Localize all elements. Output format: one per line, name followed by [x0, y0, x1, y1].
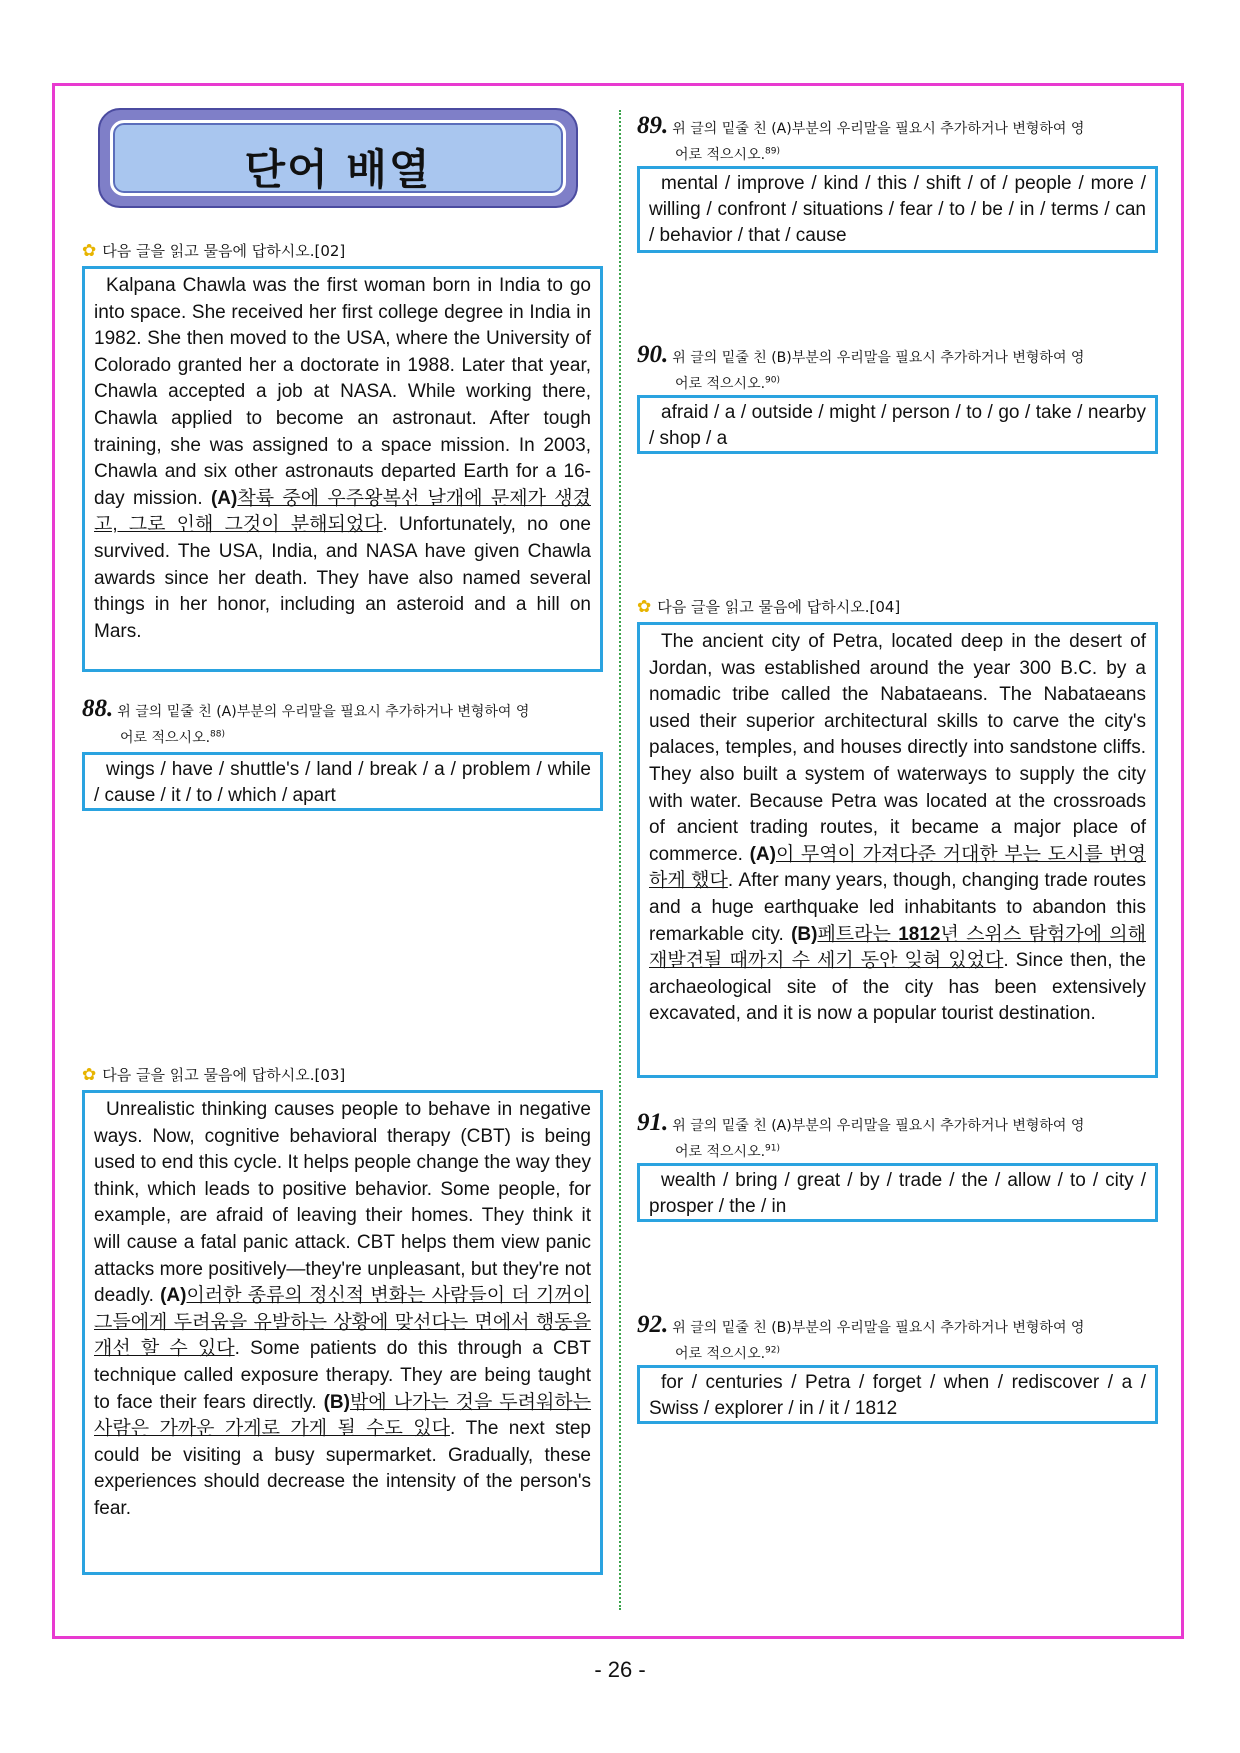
mark-b: (B): [323, 1391, 350, 1413]
word-list: afraid / a / outside / might / person / to / go / take / nearby / shop / a: [649, 402, 1146, 449]
word-box-88: [82, 752, 603, 811]
word-list: for / centuries / Petra / forget / when / rediscover / a / Swiss / explorer / in / it / 1812: [649, 1372, 1146, 1419]
footnote-ref: 90): [765, 375, 781, 385]
flower-icon: ✿: [637, 597, 652, 617]
question-text: 위 글의 밑줄 친 (B)부분의 우리말을 필요시 추가하거나 변형하여 영: [672, 1320, 1085, 1336]
mark-b: (B): [791, 923, 818, 945]
passage-03: [82, 1090, 603, 1575]
question-text: 어로 적으시오.: [675, 1143, 766, 1160]
word-list: wealth / bring / great / by / trade / the / allow / to / city / prosper / the / in: [649, 1170, 1146, 1217]
question-text: 위 글의 밑줄 친 (A)부분의 우리말을 필요시 추가하거나 변형하여 영: [672, 1118, 1085, 1134]
footnote-ref: 91): [765, 1143, 781, 1153]
passage-text: . Some patients do this through a CBT technique called exposure therapy. They are being taught to face their fears directly.: [94, 1338, 591, 1413]
passage-text: . The next step could be visiting a busy supermarket. Gradually, these experiences should decrease the intensity of the person's fear.: [94, 1418, 591, 1519]
instruction-text: 다음 글을 읽고 물음에 답하시오.[02]: [102, 242, 346, 260]
question-text: 위 글의 밑줄 친 (A)부분의 우리말을 필요시 추가하거나 변형하여 영: [117, 704, 530, 720]
underlined-b: 밖에 나가는 것을 두려워하는 사람은 가까운 가게로 가게 될 수도 있다: [94, 1391, 592, 1440]
question-number: 89.: [637, 112, 669, 139]
word-list: wings / have / shuttle's / land / break / a / problem / while / cause / it / to / which / apart: [94, 759, 591, 806]
question-90: [637, 341, 1162, 395]
section-title-banner: [98, 108, 578, 208]
question-number: 90.: [637, 341, 669, 368]
passage-text: . After many years, though, changing trade routes and a huge earthquake led inhabitants to abandon this remarkable city.: [649, 870, 1146, 945]
section-title-inner: [110, 120, 566, 196]
mark-a: (A): [749, 843, 776, 865]
flower-icon: ✿: [82, 241, 97, 261]
instruction-02: [82, 240, 345, 261]
question-text: 위 글의 밑줄 친 (B)부분의 우리말을 필요시 추가하거나 변형하여 영: [672, 350, 1085, 366]
instruction-text: 다음 글을 읽고 물음에 답하시오.[03]: [102, 1066, 346, 1084]
question-number: 92.: [637, 1311, 669, 1338]
word-box-91: [637, 1163, 1158, 1222]
instruction-04: [637, 596, 900, 617]
question-number: 88.: [82, 695, 114, 722]
passage-02: [82, 266, 603, 672]
mark-a: (A): [160, 1285, 187, 1307]
mark-a: (A): [210, 487, 238, 509]
passage-text: Kalpana Chawla was the first woman born in India to go into space. She received her first college degree in India in 1982. She then moved to the USA, where the University of Colorado granted her a doctorate in 1988. Later that year, Chawla accepted a job at NASA. While working there, Chawla applied to become an astronaut. After tough training, she was assigned to a space mission. In 2003, Chawla and six other astronauts departed Earth for a 16-day mission.: [94, 275, 591, 509]
word-box-89: [637, 166, 1158, 253]
underlined-a: 착륙 중에 우주왕복선 날개에 문제가 생겼고, 그로 인해 그것이 분해되었다: [94, 487, 591, 536]
passage-text: The ancient city of Petra, located deep in the desert of Jordan, was established around the year 300 B.C. by a nomadic tribe called the Nabataeans. The Nabataeans used their superior architectural skills to carve the city's palaces, temples, and houses directly into sandstone cliffs. They also built a system of waterways to supply the city with water. Because Petra was located at the crossroads of ancient trading routes, it became a major place of commerce.: [649, 631, 1146, 865]
underlined-b-year: 1812: [898, 923, 941, 945]
underlined-b: 페트라는: [817, 923, 899, 945]
question-number: 91.: [637, 1109, 669, 1136]
underlined-b: 년 스위스 탐험가에 의해 재발견될 때까지 수 세기 동안 잊혀 있었다: [649, 923, 1146, 972]
underlined-a: 이러한 종류의 정신적 변화는 사람들이 더 기꺼이 그들에게 두려움을 유발하는 상황에 맞선다는 면에서 행동을 개선 할 수 있다: [94, 1285, 591, 1360]
word-box-92: [637, 1365, 1158, 1424]
section-title: 단어 배열: [244, 145, 432, 194]
passage-04: [637, 622, 1158, 1078]
question-text: 어로 적으시오.: [675, 146, 766, 163]
question-92: [637, 1311, 1162, 1365]
question-text: 어로 적으시오.: [675, 375, 766, 392]
underlined-a: 이 무역이 가져다준 거대한 부는 도시를 번영하게 했다: [649, 843, 1146, 892]
passage-text: Unrealistic thinking causes people to behave in negative ways. Now, cognitive behavioral therapy (CBT) is being used to end this cycle. It helps people change the way they think, which leads to positive behavior. Some people, for example, are afraid of leaving their homes. They think it will cause a fatal panic attack. CBT helps them view panic attacks more positively—they're unpleasant, but they're not deadly.: [94, 1099, 591, 1307]
question-text: 위 글의 밑줄 친 (A)부분의 우리말을 필요시 추가하거나 변형하여 영: [672, 121, 1085, 137]
column-divider: [619, 110, 621, 1610]
instruction-text: 다음 글을 읽고 물음에 답하시오.[04]: [657, 598, 901, 616]
instruction-03: [82, 1064, 345, 1085]
question-89: [637, 112, 1162, 166]
question-88: [82, 695, 607, 749]
flower-icon: ✿: [82, 1065, 97, 1085]
page-number: - 26 -: [594, 1657, 646, 1682]
word-list: mental / improve / kind / this / shift / of / people / more / willing / confront / situations / fear / to / be / in / terms / can / behavior / that / cause: [649, 173, 1146, 246]
footnote-ref: 89): [765, 146, 781, 156]
question-91: [637, 1109, 1162, 1163]
footnote-ref: 92): [765, 1345, 781, 1355]
question-text: 어로 적으시오.: [120, 729, 211, 746]
question-text: 어로 적으시오.: [675, 1345, 766, 1362]
passage-text: . Unfortunately, no one survived. The USA, India, and NASA have given Chawla awards since her death. They have also named several things in her honor, including an asteroid and a hill on Mars.: [94, 514, 592, 642]
word-box-90: [637, 395, 1158, 454]
passage-text: . Since then, the archaeological site of the city has been extensively excavated, and it is now a popular tourist destination.: [649, 950, 1146, 1025]
footnote-ref: 88): [210, 729, 226, 739]
